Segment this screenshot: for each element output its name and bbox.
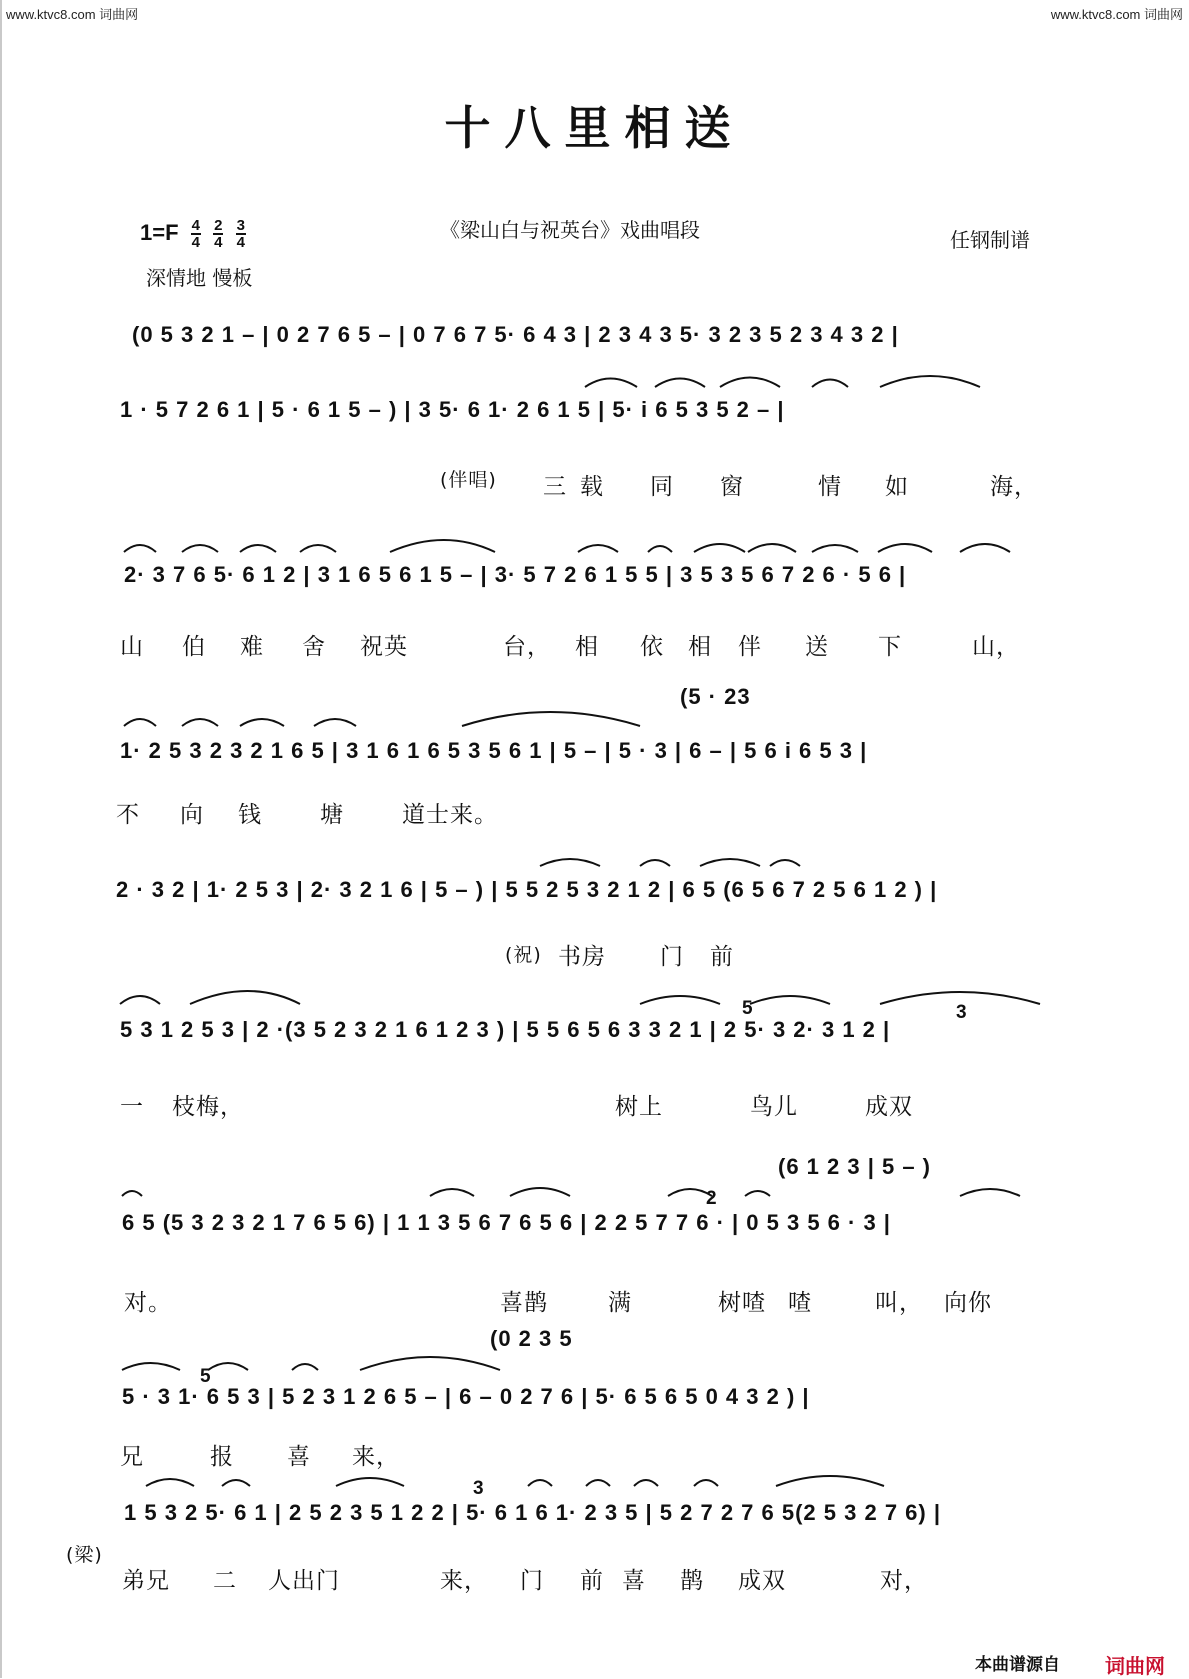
slur xyxy=(585,379,637,388)
lyric: 窗 xyxy=(720,474,744,500)
slur xyxy=(540,859,600,866)
lyric: 难 xyxy=(240,634,264,660)
slur xyxy=(578,545,618,552)
lyric: 对。 xyxy=(124,1290,172,1316)
slur xyxy=(770,860,800,866)
lyric: 成双 xyxy=(865,1094,913,1120)
lyric: 前 xyxy=(710,944,734,970)
time-signature-1: $\frac{4}{4}$ xyxy=(191,217,200,251)
slur xyxy=(750,996,830,1004)
system-7-notes: 6 5 (5 3 2 3 2 1 7 6 5 6) | 1 1 3 5 6 7 6 5 6 | 2 2 5 7 7 6 · | 0 5 3 5 6 · 3 | xyxy=(122,1210,891,1235)
lyric: 向 xyxy=(180,802,204,828)
lyric: 满 xyxy=(608,1290,632,1316)
lyric: 祝英 xyxy=(360,634,408,660)
lyric: 海， xyxy=(990,474,1038,500)
slur xyxy=(182,545,218,552)
slur xyxy=(122,1191,142,1196)
lyric: 来， xyxy=(352,1444,400,1470)
lyric: 舍 xyxy=(302,634,326,660)
system-1-notes: (0 5 3 2 1 – | 0 2 7 6 5 – | 0 7 6 7 5· 6 4 3 | 2 3 4 3 5· 3 2 3 5 2 3 4 3 2 | xyxy=(132,322,899,347)
lyric: 如 xyxy=(885,474,909,500)
system-6-notes: 5 3 1 2 5 3 | 2 ·(3 5 2 3 2 1 6 1 2 3 ) | 5 5 6 5 6 3 3 2 1 | 2 5· 3 2· 3 1 2 | xyxy=(120,1017,891,1042)
lyric: 鸟儿 xyxy=(750,1094,798,1120)
slur xyxy=(510,1188,570,1196)
system-4-notes: 1· 2 5 3 2 3 2 1 6 5 | 3 1 6 1 6 5 3 5 6 1 | 5 – | 5 · 3 | 6 – | 5 6 i 6 5 3 | xyxy=(120,738,868,763)
lyric: 相 xyxy=(575,634,599,660)
lyric: 成双 xyxy=(738,1568,786,1594)
slur xyxy=(124,545,156,552)
slur xyxy=(880,992,1040,1004)
lyric: 伴 xyxy=(738,634,762,660)
slur xyxy=(240,545,276,552)
lyric: 喜 xyxy=(622,1568,646,1594)
lyric: 台， xyxy=(503,634,551,660)
slur xyxy=(655,379,705,388)
grace-note: 3 xyxy=(956,1002,968,1023)
slur xyxy=(720,378,780,388)
lyric: 前 xyxy=(580,1568,604,1594)
lyric: 枝梅， xyxy=(172,1094,244,1120)
site-watermark-left: www.ktvc8.com 词曲网 xyxy=(6,7,139,22)
slur xyxy=(960,1189,1020,1196)
slur xyxy=(634,1480,658,1486)
grace-note: 5 xyxy=(200,1366,212,1387)
lyric: 对， xyxy=(880,1568,928,1594)
lyric: 报 xyxy=(210,1444,234,1470)
lyric: 门 xyxy=(520,1568,544,1594)
lyric: (伴唱) xyxy=(440,469,497,491)
slur xyxy=(694,1480,718,1486)
lyric: 二 xyxy=(213,1568,237,1594)
lyric: 兄 xyxy=(120,1444,144,1470)
system-8-above-notes: (0 2 3 5 xyxy=(490,1326,573,1351)
lyric: 喳 xyxy=(788,1290,812,1316)
lyric: 相 xyxy=(688,634,712,660)
slur xyxy=(124,719,156,726)
time-signature-3: $\frac{3}{4}$ xyxy=(236,217,245,251)
lyric: 伯 xyxy=(182,634,206,660)
slur xyxy=(314,719,356,726)
slur xyxy=(878,544,932,552)
slur xyxy=(960,544,1010,552)
tempo-marking: 深情地 慢板 xyxy=(146,266,253,290)
slur xyxy=(336,1478,404,1486)
grace-note: 3 xyxy=(473,1478,485,1499)
lyric: 情 xyxy=(818,474,842,500)
system-5-notes: 2 · 3 2 | 1· 2 5 3 | 2· 3 2 1 6 | 5 – ) | 5 5 2 5 3 2 1 2 | 6 5 (6 5 6 7 2 5 6 1 2 ) | xyxy=(116,877,938,902)
slur xyxy=(812,545,858,552)
system-2-notes: 1 · 5 7 2 6 1 | 5 · 6 1 5 – ) | 3 5· 6 1· 2 6 1 5 | 5· i 6 5 3 5 2 – | xyxy=(120,397,785,422)
lyric: 载 xyxy=(580,474,604,500)
slur xyxy=(776,1476,884,1486)
slur xyxy=(700,859,760,866)
lyric: (梁) xyxy=(66,1544,103,1566)
slur xyxy=(300,545,336,552)
lyric: 来， xyxy=(440,1568,488,1594)
lyric: 道士来。 xyxy=(402,802,498,828)
song-title: 十八里相送 xyxy=(444,101,745,155)
slur xyxy=(640,996,720,1004)
grace-note: 5 xyxy=(742,998,754,1019)
lyric: 三 xyxy=(543,474,567,500)
system-9-notes: 1 5 3 2 5· 6 1 | 2 5 2 3 5 1 2 2 | 5· 6 1 6 1· 2 3 5 | 5 2 7 2 7 6 5(2 5 3 2 7 6) | xyxy=(124,1500,941,1525)
lyric: 鹊 xyxy=(680,1568,704,1594)
slur xyxy=(668,1189,712,1196)
grace-note: 2 xyxy=(706,1188,718,1209)
system-8-notes: 5 · 3 1· 6 5 3 | 5 2 3 1 2 6 5 – | 6 – 0 2 7 6 | 5· 6 5 6 5 0 4 3 2 ) | xyxy=(122,1384,810,1409)
lyric: 同 xyxy=(650,474,674,500)
slur xyxy=(222,1480,250,1486)
slur xyxy=(390,540,495,552)
lyric: 人出门 xyxy=(268,1568,340,1594)
lyric: 钱 xyxy=(238,802,262,828)
slur xyxy=(648,546,672,552)
lyric: 一 xyxy=(120,1094,144,1120)
lyric: 叫， xyxy=(875,1290,923,1316)
lyric: 不 xyxy=(116,802,140,828)
slur xyxy=(208,1363,248,1370)
subtitle: 《梁山白与祝英台》戏曲唱段 xyxy=(440,218,700,242)
lyric: 树上 xyxy=(615,1094,663,1120)
lyric: 塘 xyxy=(320,802,344,828)
lyric: 送 xyxy=(805,634,829,660)
slur xyxy=(360,1357,500,1370)
lyric: 书房 xyxy=(558,944,606,970)
key-label: 1=F xyxy=(140,219,179,245)
lyric: (祝) xyxy=(505,944,542,966)
slur xyxy=(462,712,640,726)
system-7-above-notes: (6 1 2 3 | 5 – ) xyxy=(778,1154,932,1179)
slur xyxy=(586,1480,610,1486)
lyric: 弟兄 xyxy=(122,1568,170,1594)
slur xyxy=(640,860,670,866)
slur xyxy=(694,544,745,552)
site-logo: 词曲网 xyxy=(1105,1654,1165,1678)
source-label: 本曲谱源自 xyxy=(975,1655,1060,1675)
slur xyxy=(430,1189,474,1196)
arranger-credit: 任钢制谱 xyxy=(950,228,1030,252)
slur xyxy=(528,1480,552,1486)
slur xyxy=(120,996,160,1004)
lyric: 门 xyxy=(660,944,684,970)
lyric: 下 xyxy=(878,634,902,660)
slur xyxy=(240,719,284,726)
slur xyxy=(146,1479,194,1486)
slur xyxy=(122,1363,180,1370)
lyric: 山， xyxy=(972,634,1020,660)
lyric: 树喳 xyxy=(718,1290,766,1316)
slur xyxy=(292,1364,318,1370)
system-4-above-notes: (5 · 23 xyxy=(680,684,751,709)
slur xyxy=(812,380,848,388)
time-signature-2: $\frac{2}{4}$ xyxy=(214,217,223,251)
slur xyxy=(748,544,796,552)
system-3-notes: 2· 3 7 6 5· 6 1 2 | 3 1 6 5 6 1 5 – | 3· 5 7 2 6 1 5 5 | 3 5 3 5 6 7 2 6 · 5 6 | xyxy=(124,562,907,587)
lyric: 喜 xyxy=(287,1444,311,1470)
slur xyxy=(182,719,218,726)
slur xyxy=(880,376,980,387)
slur xyxy=(190,991,300,1004)
lyric: 山 xyxy=(120,634,144,660)
lyric: 向你 xyxy=(944,1290,992,1316)
lyric: 喜鹊 xyxy=(500,1290,548,1316)
site-watermark-right: www.ktvc8.com 词曲网 xyxy=(1050,7,1183,22)
lyric: 依 xyxy=(640,634,664,660)
slur xyxy=(745,1191,770,1196)
